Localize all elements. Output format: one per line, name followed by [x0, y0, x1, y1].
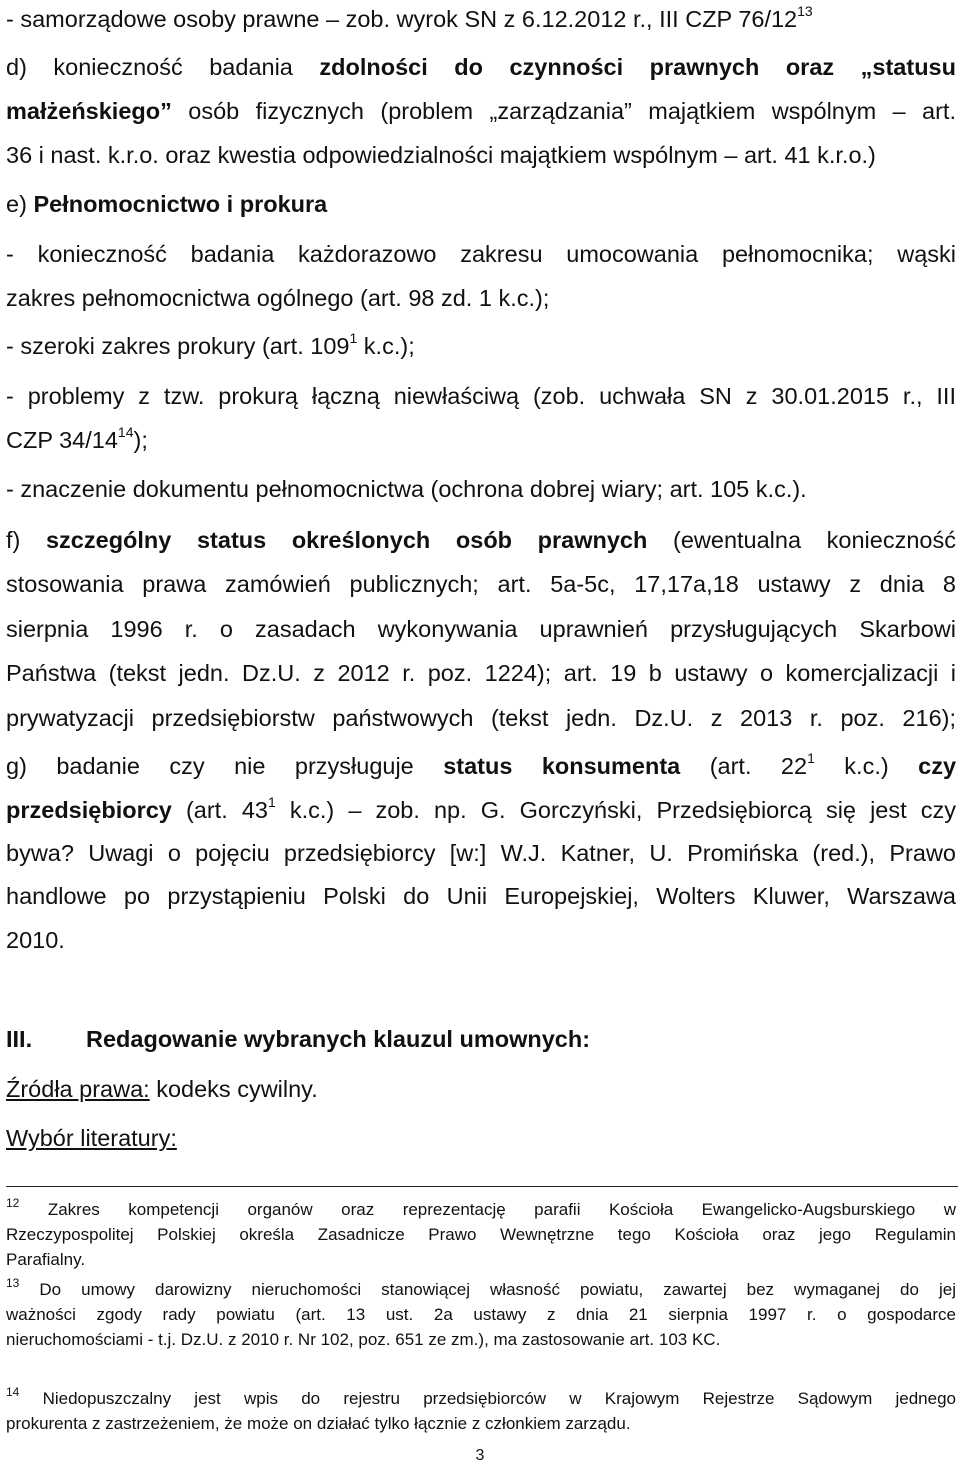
superscript: 1	[349, 330, 358, 346]
footnote-13	[6, 1276, 956, 1301]
footnote-separator	[6, 1186, 958, 1187]
text-span: osób fizycznych (problem „zarządzania” majątkiem wspólnym – art.	[171, 98, 956, 124]
superscript: 1	[807, 750, 815, 766]
footnote-ref-14[interactable]: 14	[117, 424, 134, 440]
footnote-14	[6, 1385, 956, 1410]
text-line	[6, 4, 956, 34]
text-line	[6, 795, 956, 825]
text-span: e)	[6, 191, 34, 217]
text-line	[6, 525, 956, 555]
text-line	[6, 52, 956, 82]
bold-heading: Pełnomocnictwo i prokura	[33, 191, 328, 217]
sources-value: kodeks cywilny.	[149, 1076, 318, 1102]
text-line: zakres pełnomocnictwa ogólnego (art. 98 zd. 1 k.c.);	[6, 285, 550, 311]
bold-text: zdolności do czynności prawnych oraz „statusu	[319, 54, 956, 80]
footnote-text: Niedopuszczalny jest wpis do rejestru przedsiębiorców w Krajowym Rejestrze Sądowym jednego	[19, 1389, 956, 1408]
text-line: stosowania prawa zamówień publicznych; art. 5a-5c, 17,17a,18 ustawy z dnia 8	[6, 571, 956, 597]
text-line: handlowe po przystąpieniu Polski do Unii Europejskiej, Wolters Kluwer, Warszawa	[6, 883, 956, 909]
sources-label: Źródła prawa:	[6, 1076, 150, 1102]
text-span: (ewentualna konieczność	[647, 527, 956, 553]
text-span: k.c.);	[357, 333, 415, 359]
bold-text: przedsiębiorcy	[6, 797, 172, 823]
text-span: k.c.)	[814, 753, 919, 779]
footnote-ref-13[interactable]: 13	[797, 3, 813, 19]
sources-line	[6, 1074, 956, 1104]
section-title: Redagowanie wybranych klauzul umownych:	[86, 1026, 591, 1052]
footnote-number: 13	[6, 1276, 20, 1290]
text-span: CZP 34/14	[6, 427, 118, 453]
bold-text: status konsumenta	[443, 753, 681, 779]
footnote-line: Parafialny.	[6, 1250, 86, 1269]
text-span: d) konieczność badania	[6, 54, 320, 80]
text-line: bywa? Uwagi o pojęciu przedsiębiorcy [w:] W.J. Katner, U. Promińska (red.), Prawo	[6, 840, 956, 866]
text-span: );	[133, 427, 148, 453]
text-line	[6, 751, 956, 781]
text-line	[6, 96, 956, 126]
footnote-number: 14	[6, 1385, 20, 1399]
literature-line	[6, 1123, 956, 1153]
bold-text: szczególny status określonych osób prawnych	[45, 527, 648, 553]
literature-label: Wybór literatury:	[6, 1125, 177, 1151]
footnote-line: prokurenta z zastrzeżeniem, że może on działać tylko łącznie z członkiem zarządu.	[6, 1414, 631, 1433]
text-line: - problemy z tzw. prokurą łączną niewłaściwą (zob. uchwała SN z 30.01.2015 r., III	[6, 383, 956, 409]
section-number: III.	[6, 1026, 33, 1052]
section-heading	[6, 1024, 956, 1054]
page-number: 3	[475, 1447, 485, 1464]
text-span: g) badanie czy nie przysługuje	[6, 753, 444, 779]
footnote-line: Rzeczypospolitej Polskiej określa Zasadnicze Prawo Wewnętrzne tego Kościoła oraz jego Regulamin	[6, 1225, 956, 1244]
text-line	[6, 425, 956, 455]
text-span: (art. 22	[680, 753, 808, 779]
footnote-12	[6, 1196, 956, 1221]
text-line	[6, 331, 956, 361]
bold-text: czy	[918, 753, 957, 779]
bold-text: małżeńskiego”	[6, 98, 172, 124]
text-line: 36 i nast. k.r.o. oraz kwestia odpowiedzialności majątkiem wspólnym – art. 41 k.r.o.)	[6, 142, 876, 168]
footnote-text: Do umowy darowizny nieruchomości stanowiącej własność powiatu, zawartej bez wymaganej do jej	[19, 1280, 956, 1299]
text-span: - szeroki zakres prokury (art. 109	[6, 333, 350, 359]
text-line: - konieczność badania każdorazowo zakresu umocowania pełnomocnika; wąski	[6, 241, 956, 267]
text-line: 2010.	[6, 927, 65, 953]
superscript: 1	[267, 794, 276, 810]
text-line: Państwa (tekst jedn. Dz.U. z 2012 r. poz. 1224); art. 19 b ustawy o komercjalizacji i	[6, 660, 956, 686]
text-span: - samorządowe osoby prawne – zob. wyrok SN z 6.12.2012 r., III CZP 76/12	[6, 6, 798, 32]
text-line: sierpnia 1996 r. o zasadach wykonywania uprawnień przysługujących Skarbowi	[6, 616, 956, 642]
footnote-line: nieruchomościami - t.j. Dz.U. z 2010 r. Nr 102, poz. 651 ze zm.), ma zastosowanie art. 103 KC.	[6, 1330, 721, 1349]
footnote-number: 12	[6, 1196, 20, 1210]
text-line: prywatyzacji przedsiębiorstw państwowych (tekst jedn. Dz.U. z 2013 r. poz. 216);	[6, 705, 956, 731]
text-line	[6, 189, 956, 219]
text-span: k.c.) – zob. np. G. Gorczyński, Przedsiębiorcą się jest czy	[275, 797, 956, 823]
footnote-line: ważności zgody rady powiatu (art. 13 ust. 2a ustawy z dnia 21 sierpnia 1997 r. o gospodarce	[6, 1305, 956, 1324]
footnote-text: Zakres kompetencji organów oraz reprezentację parafii Kościoła Ewangelicko-Augsburskiego w	[19, 1200, 956, 1219]
text-line: - znaczenie dokumentu pełnomocnictwa (ochrona dobrej wiary; art. 105 k.c.).	[6, 476, 807, 502]
text-span: (art. 43	[171, 797, 268, 823]
text-span: f)	[6, 527, 46, 553]
